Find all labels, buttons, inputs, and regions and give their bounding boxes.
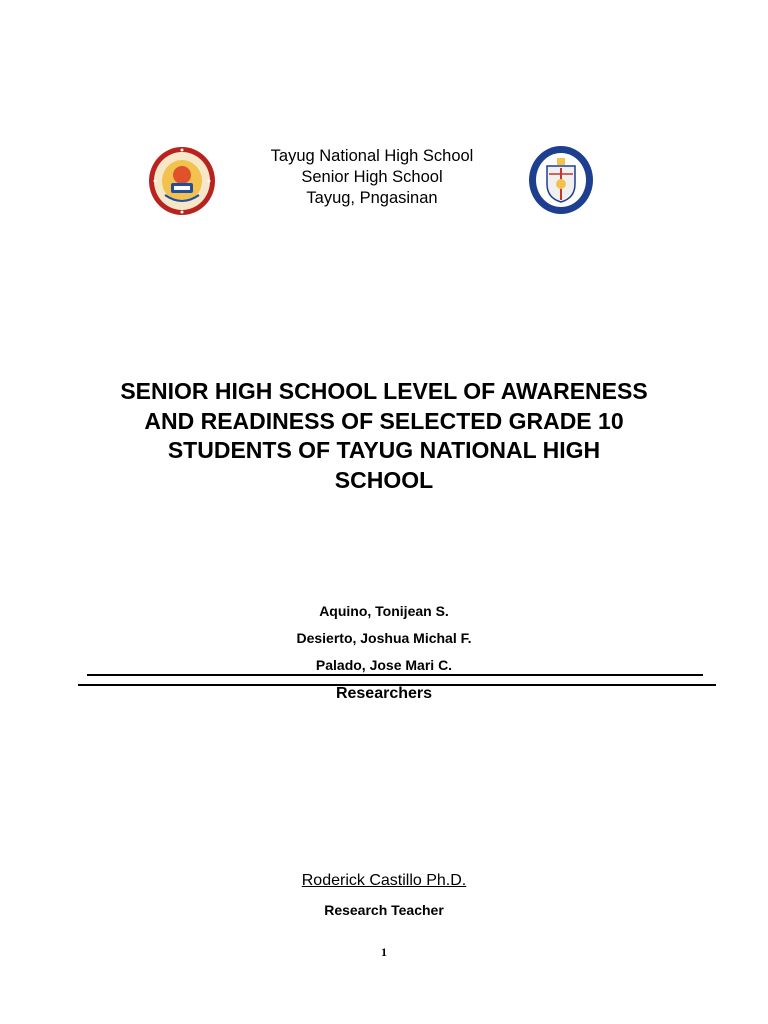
adviser-role: Research Teacher [324,902,444,918]
school-header [230,146,514,209]
researcher-name: Aquino, Tonijean S. [319,603,449,619]
school-seal-logo [147,145,217,217]
researcher-name: Palado, Jose Mari C. [315,657,453,673]
title-line: AND READINESS OF SELECTED GRADE 10 [144,407,624,434]
deped-seal-logo [527,144,595,216]
divider-line [87,674,703,676]
researcher-name: Desierto, Joshua Michal F. [296,630,472,646]
adviser-name: Roderick Castillo Ph.D. [301,872,467,889]
title-line: SENIOR HIGH SCHOOL LEVEL OF AWARENESS [120,378,648,404]
title-line: SCHOOL [334,466,434,493]
thesis-title [60,377,708,495]
researchers-label: Researchers [335,685,433,702]
title-line: STUDENTS OF TAYUG NATIONAL HIGH [167,437,601,463]
page-number: 1 [381,945,387,959]
school-department: Senior High School [301,168,443,186]
school-location: Tayug, Pngasinan [306,189,438,207]
school-name: Tayug National High School [270,147,474,165]
